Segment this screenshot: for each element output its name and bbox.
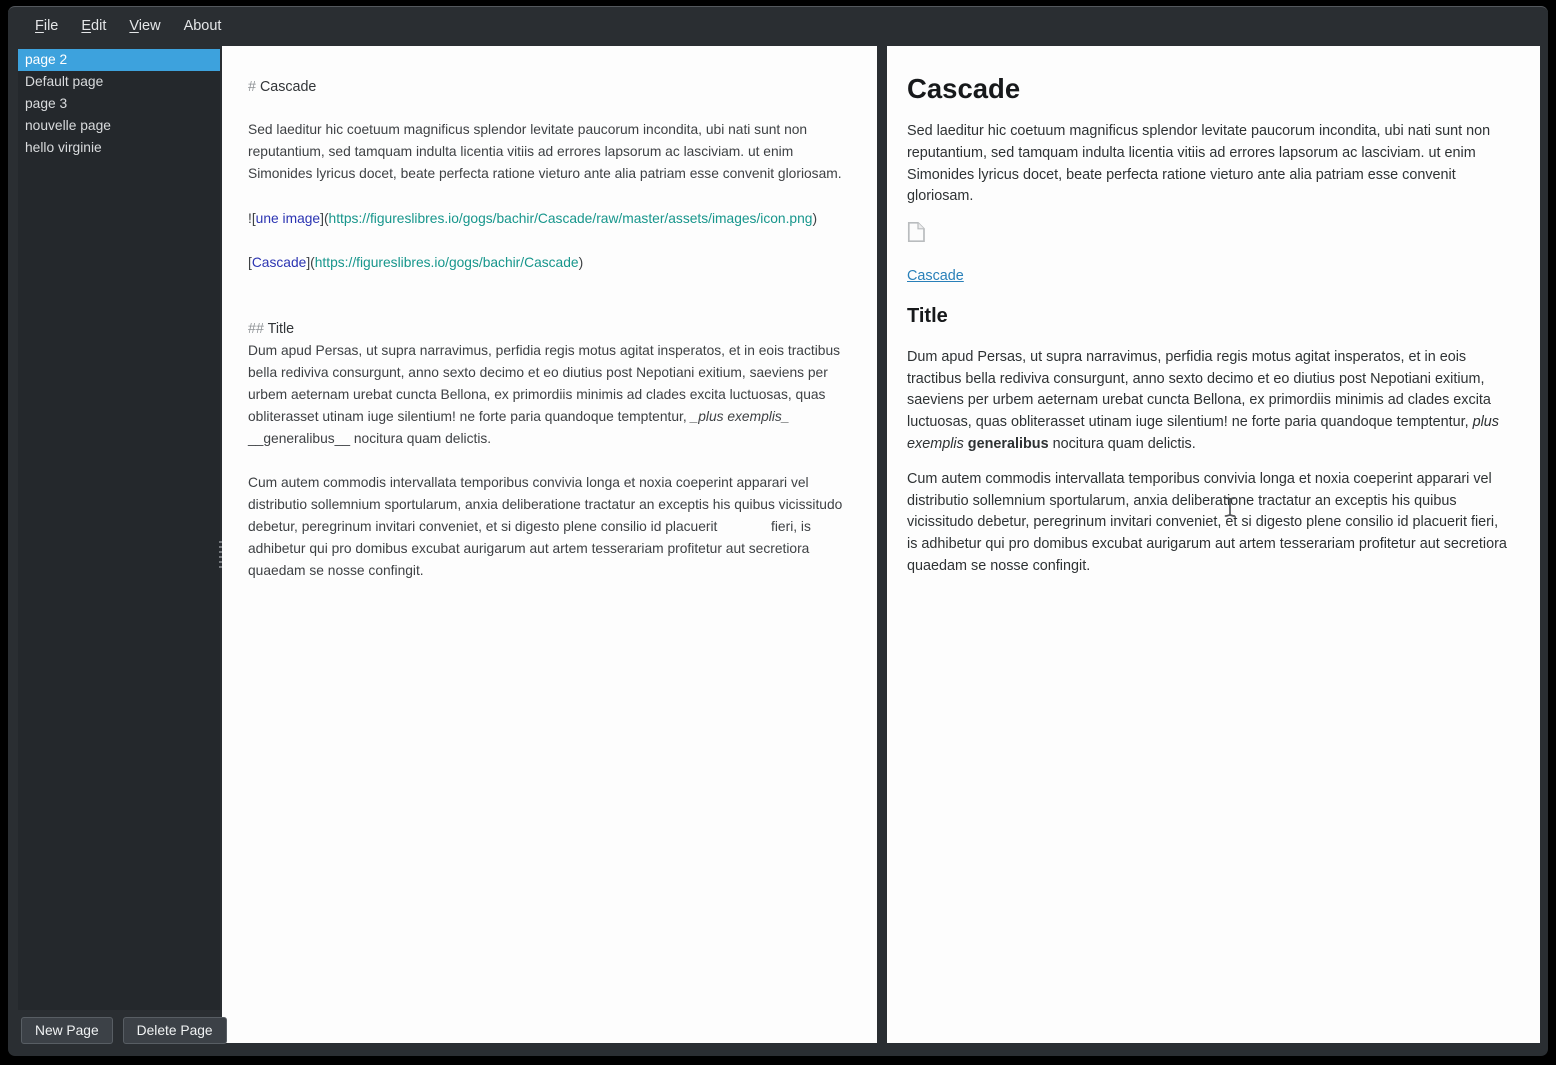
text-segment-mark: ##: [248, 321, 268, 337]
text-segment-plain: nocitura quam delictis.: [1048, 435, 1196, 452]
block-link[interactable]: [907, 266, 1510, 288]
sidebar-item-page-3[interactable]: page 3: [25, 96, 68, 111]
markdown-source[interactable]: [248, 76, 860, 582]
rendered-markdown: [907, 72, 1510, 578]
text-segment-linktext: Cascade: [251, 255, 307, 270]
block-p: [248, 472, 860, 582]
app-window: [8, 6, 1548, 1056]
text-segment-plain: ): [578, 255, 584, 270]
text-segment-plain: Title: [267, 321, 295, 337]
text-segment-plain: Dum apud Persas, ut supra narravimus, perfidia regis motus agitat insperatos, et in eois tractibus bella rediviva consurgunt, anno sexto decimo et eo diutius post Nepotiani exitium, saeviens per urbem aeternam urebat cuncta Bellona, ex primordiis minimis ad clades excita luctuosas, quas obliterasset utinam iuge silentium! ne forte paria quandoque temptentur,: [907, 348, 1491, 431]
menu-about[interactable]: About: [183, 18, 222, 34]
text-segment-plain: [: [248, 255, 252, 270]
page-list: [18, 49, 220, 159]
sidebar: [18, 49, 220, 1010]
block-p: [248, 119, 860, 185]
block-p: [907, 121, 1510, 208]
text-segment-plain: Dum apud Persas, ut supra narravimus, perfidia regis motus agitat insperatos, et in eois tractibus bella rediviva consurgunt, anno sexto decimo et eo diutius post Nepotiani exitium, saeviens per urbem aeternam urebat cuncta Bellona, ex primordiis minimis ad clades excita luctuosas, quas obliterasset utinam iuge silentium! ne forte paria quandoque temptentur,: [248, 343, 844, 424]
preview-link[interactable]: Cascade: [907, 267, 964, 284]
text-segment-url: https://figureslibres.io/gogs/bachir/Cascade: [314, 255, 579, 270]
block-p: [248, 252, 860, 274]
text-segment-plain: Title: [907, 304, 948, 327]
text-segment-plain: Cascade: [907, 73, 1021, 104]
sidebar-buttons: [21, 1017, 227, 1044]
block-image: [907, 221, 1510, 251]
text-segment-plain: __generalibus__ nocitura quam delictis.: [248, 409, 794, 446]
text-segment-italic: _plus exemplis_: [690, 409, 790, 424]
text-segment-plain: ](: [306, 255, 315, 270]
sidebar-item-nouvelle-page[interactable]: nouvelle page: [25, 118, 111, 133]
text-segment-plain: ](: [320, 211, 329, 226]
text-segment-mark: #: [248, 79, 260, 95]
menu-edit[interactable]: Edit: [81, 18, 107, 34]
text-segment-plain: ![: [248, 211, 256, 226]
broken-image-icon: [907, 221, 926, 251]
text-segment-plain: Cascade: [259, 79, 317, 95]
text-segment-plain: Sed laeditur hic coetuum magnificus splendor levitate paucorum incondita, ubi nati sunt non reputantium, sed tamquam indulta licentia vitiis ad errores lapsorum ac lasciviam. ut enim Simonides lyricus docet, beate perfecta ratione vieturo ante alia patriam esse convenit gloriosam.: [907, 123, 1491, 205]
text-segment-plain: ): [812, 211, 818, 226]
block-p: [907, 347, 1510, 456]
block-p: [248, 208, 860, 230]
new-page-button[interactable]: New Page: [21, 1017, 113, 1044]
text-segment-bold: generalibus: [967, 435, 1049, 452]
text-segment-plain: Cum autem commodis intervallata temporibus convivia longa et noxia coeperint apparari vel distributio sollemnium sportularum, anxia deliberatione tractatur an exceptis his quibus vicissitudo debetur, peregrinum invitari conveniet, et si digesto plene consilio id placuerit fieri, is adhibetur qui pro domibus excubat aurigarum aut artem tesserariam profitetur aut secretiora quaedam se nosse confingit.: [248, 475, 847, 578]
text-segment-linktext: une image: [255, 211, 321, 226]
sidebar-item-hello-virginie[interactable]: hello virginie: [25, 140, 102, 155]
text-segment-plain: Sed laeditur hic coetuum magnificus splendor levitate paucorum incondita, ubi nati sunt non reputantium, sed tamquam indulta licentia vitiis ad errores lapsorum ac lasciviam. ut enim Simonides lyricus docet, beate perfecta ratione vieturo ante alia patriam esse convenit gloriosam.: [248, 122, 842, 181]
text-segment-plain: Cum autem commodis intervallata temporibus convivia longa et noxia coeperint apparari vel distributio sollemnium sportularum, anxia deliberatione tractatur an exceptis his quibus vicissitudo debetur, peregrinum invitari conveniet, et si digesto plene consilio id placuerit fieri, is adhibetur qui pro domibus excubat aurigarum aut artem tesserariam profitetur aut secretiora quaedam se nosse confingit.: [907, 470, 1507, 574]
block-h2: [248, 318, 860, 340]
block-h1: [907, 72, 1510, 105]
menu-view[interactable]: View: [129, 18, 161, 34]
text-segment-italic: plus exemplis: [907, 414, 1499, 452]
markdown-editor-panel[interactable]: [222, 46, 877, 1043]
markdown-preview-panel: [887, 46, 1540, 1043]
sidebar-item-page-2[interactable]: page 2: [18, 49, 220, 71]
block-p: [907, 469, 1510, 578]
delete-page-button[interactable]: Delete Page: [123, 1017, 227, 1044]
menubar: [8, 7, 1548, 45]
block-p: [248, 340, 860, 450]
block-h2: [907, 303, 1510, 329]
menu-file[interactable]: File: [35, 18, 59, 34]
text-segment-url: https://figureslibres.io/gogs/bachir/Cascade/raw/master/assets/images/icon.png: [328, 211, 813, 226]
sidebar-item-default-page[interactable]: Default page: [25, 74, 104, 89]
block-h1: [248, 76, 860, 98]
